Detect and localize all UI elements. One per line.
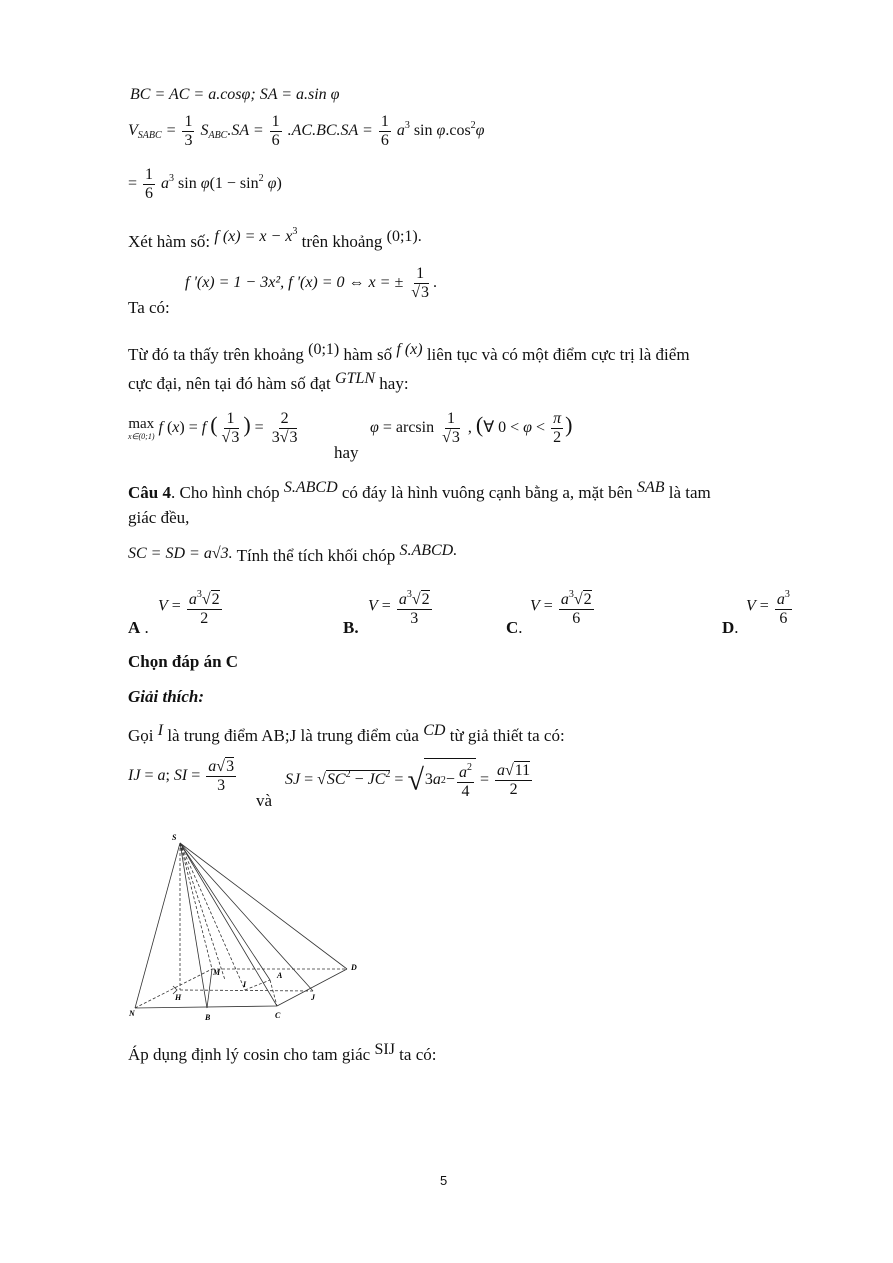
giai-thich-heading: Giải thích: — [128, 687, 205, 706]
label-n: N — [129, 1009, 135, 1018]
option-b-label: B. — [343, 618, 359, 637]
option-a-formula: V = $\frac{a^3√2}{2}$ — [158, 586, 224, 628]
label-b: B — [205, 1013, 211, 1022]
label-i: I — [243, 980, 247, 989]
va-label: và — [256, 791, 273, 810]
edge-bm — [207, 969, 212, 1008]
hay-label: hay — [334, 443, 359, 462]
edge-nm — [135, 969, 212, 1008]
label-m: M — [213, 968, 221, 977]
cau4-line1: Câu 4. Cho hình chóp S.ABCD có đáy là hình vuông cạnh bằng a, mặt bên SAB là tam — [128, 479, 711, 502]
chon-dap-an: Chọn đáp án C — [128, 652, 239, 671]
formula-ij-si: IJ = a; SI = $\frac{a√3}{3}$ — [128, 758, 235, 794]
edge-sc — [180, 843, 277, 1006]
label-d: D — [351, 963, 357, 972]
edge-sm — [180, 843, 212, 969]
goi-line: Gọi I là trung điểm AB;J là trung điểm của CD từ giả thiết ta có: — [128, 722, 565, 745]
paragraph-tu-do-1: Từ đó ta thấy trên khoảng (0;1) hàm số f (x) liên tục và có một điểm cực trị là điểm — [128, 341, 690, 364]
edge-nc — [135, 1006, 277, 1008]
option-c-formula: V = $\frac{a^3√2}{6}$ — [530, 586, 596, 628]
option-d-label: D. — [722, 618, 739, 637]
edge-sb — [180, 843, 207, 1008]
option-d-formula: V = $\frac{a^3}{6}$ — [746, 586, 794, 628]
ta-co-label: Ta có: — [128, 298, 170, 317]
formula-bc-ac: BC = AC = a.cosφ; SA = a.sin φ — [130, 86, 340, 103]
formula-max: max x∈(0;1) f (x) = f ( $\frac{1}{√3}$ ) = $\frac{2}{3√3}$ — [128, 410, 298, 446]
option-c-label: C. — [506, 618, 523, 637]
label-s: S — [172, 833, 177, 842]
formula-sj: SJ = $√SC^2 - JC^2$ = √ 3 a 2 − $\frac{a^2}{4}$ = $\frac{a√11}{2}$ — [285, 758, 534, 801]
pyramid-figure — [125, 828, 365, 1023]
sc-sd-line: SC = SD = a√3. Tính thể tích khối chóp S.ABCD. — [128, 542, 458, 565]
page-number: 5 — [440, 1173, 448, 1188]
edge-sa — [180, 843, 270, 980]
option-a-label: A . — [128, 618, 149, 637]
edge-sn — [135, 843, 180, 1008]
option-b-formula: V = $\frac{a^3√2}{3}$ — [368, 586, 434, 628]
edge-hj — [180, 990, 313, 991]
formula-volume: $V_{SABC}$ = $\frac{1}{3}$ $S_{ABC}.SA$ = $\frac{1}{6}$ .AC.BC.SA = $\frac{1}{6}$ $a^3$ $\sin \varphi.\cos^2\varphi$ — [128, 113, 485, 149]
label-a: A — [277, 971, 283, 980]
formula-derivative: f '(x) = 1 − 3x², f '(x) = 0 ⇔ x = ± $\frac{1}{√3}$ . — [185, 265, 437, 301]
cau4-line2: giác đều, — [128, 508, 190, 527]
edge-s-mid — [180, 843, 225, 980]
formula-phi: φ = arcsin $\frac{1}{√3}$ , (∀ 0 < φ < $\frac{\pi}{2}$ ) — [370, 410, 573, 446]
edge-ac — [270, 980, 277, 1006]
label-h: H — [175, 993, 182, 1002]
ap-dung-line: Áp dụng định lý cosin cho tam giác SIJ ta có: — [128, 1041, 437, 1064]
label-c: C — [275, 1011, 281, 1020]
formula-volume-2: = $\frac{1}{6}$ $a^3$ $\sin \varphi(1 - \sin^2 \varphi)$ — [128, 166, 282, 202]
label-j: J — [311, 993, 315, 1002]
paragraph-tu-do-2: cực đại, nên tại đó hàm số đạt GTLN hay: — [128, 370, 409, 393]
xet-ham-so-line: Xét hàm số: f $(x) = x - x^3$ trên khoảng (0;1). — [128, 226, 422, 251]
edge-sd — [180, 843, 347, 969]
